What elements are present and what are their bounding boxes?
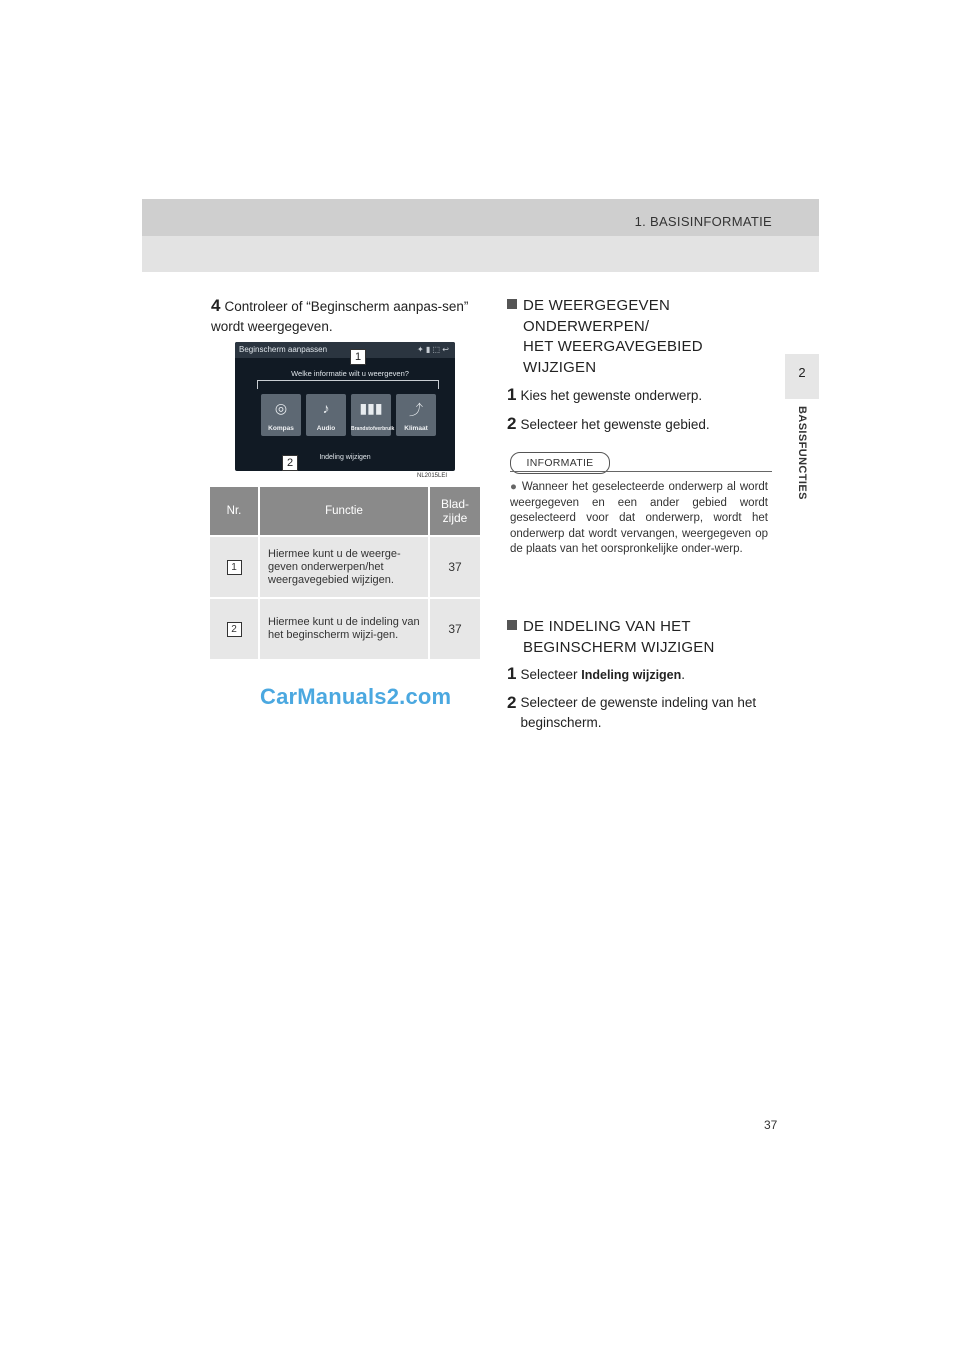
screen-status-icons: ✦ ▮ ⬚ ↩ (416, 345, 449, 354)
seat-icon: ⤴ (409, 402, 423, 418)
table-row (210, 536, 480, 598)
step-text: Kies het gewenste onderwerp. (520, 388, 703, 403)
row-function: Hiermee kunt u de weerge-geven onderwerpen/het weergavegebied wijzigen. (259, 536, 429, 598)
chapter-label: BASISFUNCTIES (796, 406, 808, 500)
info-paragraph: Wanneer het geselecteerde onderwerp al wordt weergegeven en een ander gebied wordt geselecteerd voor dat onderwerp, wordt het onderwerp dat wordt vervangen, weergegeven op de plaats van het oorspronkelijke onder-werp. (510, 481, 768, 555)
row-function: Hiermee kunt u de indeling van het beginscherm wijzi-gen. (259, 598, 429, 659)
info-divider (510, 471, 772, 472)
section1-step-1 (507, 385, 702, 406)
page-number: 37 (764, 1118, 778, 1132)
step-number: 1 (507, 385, 517, 404)
tile-label: Kompas (268, 425, 294, 432)
row-page[interactable]: 37 (429, 598, 480, 659)
step-text: Selecteer het gewenste gebied. (520, 417, 710, 432)
tile-kompas[interactable] (261, 394, 301, 436)
tile-audio[interactable] (306, 394, 346, 436)
step-text-suffix: . (681, 667, 686, 682)
square-bullet-icon (507, 620, 517, 630)
info-text (510, 480, 768, 558)
reference-table (210, 487, 480, 659)
screen-question: Welke informatie wilt u weergeven? (291, 369, 409, 378)
tiles-bracket (257, 380, 439, 389)
tile-label: Audio (316, 425, 336, 432)
screen-title: Beginscherm aanpassen (239, 345, 328, 354)
step-text-bold: Indeling wijzigen (581, 668, 682, 682)
section2-title-line: BEGINSCHERM WIJZIGEN (523, 638, 715, 656)
chapter-number: 2 (798, 365, 806, 380)
row-number: 2 (227, 622, 242, 637)
screen-illustration (235, 342, 455, 471)
info-badge: INFORMATIE (510, 452, 610, 474)
tile-fuel[interactable] (351, 394, 395, 436)
section1-title-line: DE WEERGEGEVEN (523, 297, 670, 314)
step-4-number: 4 (211, 296, 221, 315)
step-number: 2 (507, 693, 517, 712)
square-bullet-icon (507, 299, 517, 309)
section1-title-line: WIJZIGEN (523, 358, 597, 376)
step-number: 1 (507, 664, 517, 683)
tile-klimaat[interactable] (396, 394, 436, 436)
bar-chart-icon: ▮▮▮ (359, 400, 383, 416)
step-text-prefix: Selecteer (520, 667, 582, 682)
callout-1: 1 (350, 349, 366, 365)
screen-layout-button[interactable]: Indeling wijzigen (319, 454, 371, 461)
section1-title (507, 296, 703, 378)
table-header-functie: Functie (259, 487, 429, 536)
section2-title-line: DE INDELING VAN HET (523, 618, 691, 635)
callout-2: 2 (282, 455, 298, 471)
step-4-text: Controleer of “Beginscherm aanpas-sen” wordt weergegeven. (211, 299, 469, 334)
section2-step-2 (507, 693, 777, 733)
table-row (210, 598, 480, 659)
step-4 (211, 296, 477, 337)
table-header-page: Blad-zijde (429, 487, 480, 536)
table-header-nr: Nr. (210, 487, 259, 536)
section-title-header: 1. BASISINFORMATIE (634, 214, 772, 229)
section2-step-1 (507, 664, 685, 685)
row-page[interactable]: 37 (429, 536, 480, 598)
compass-icon: ◎ (274, 400, 288, 416)
step-text: Selecteer de gewenste indeling van het beginscherm. (520, 695, 757, 730)
section1-title-line: HET WEERGAVEGEBIED (523, 338, 703, 355)
tile-label: Klimaat (404, 425, 428, 432)
section2-title (507, 617, 715, 658)
section1-title-line: ONDERWERPEN/ (523, 317, 650, 335)
bullet-icon: ● (510, 481, 518, 493)
row-number: 1 (227, 560, 242, 575)
music-note-icon: ♪ (322, 400, 330, 416)
tile-label: Brandstofverbruik (351, 426, 395, 432)
section1-step-2 (507, 414, 710, 435)
watermark-link[interactable]: CarManuals2.com (260, 684, 452, 709)
step-number: 2 (507, 414, 517, 433)
figure-code: NL2015LEI (410, 472, 454, 481)
